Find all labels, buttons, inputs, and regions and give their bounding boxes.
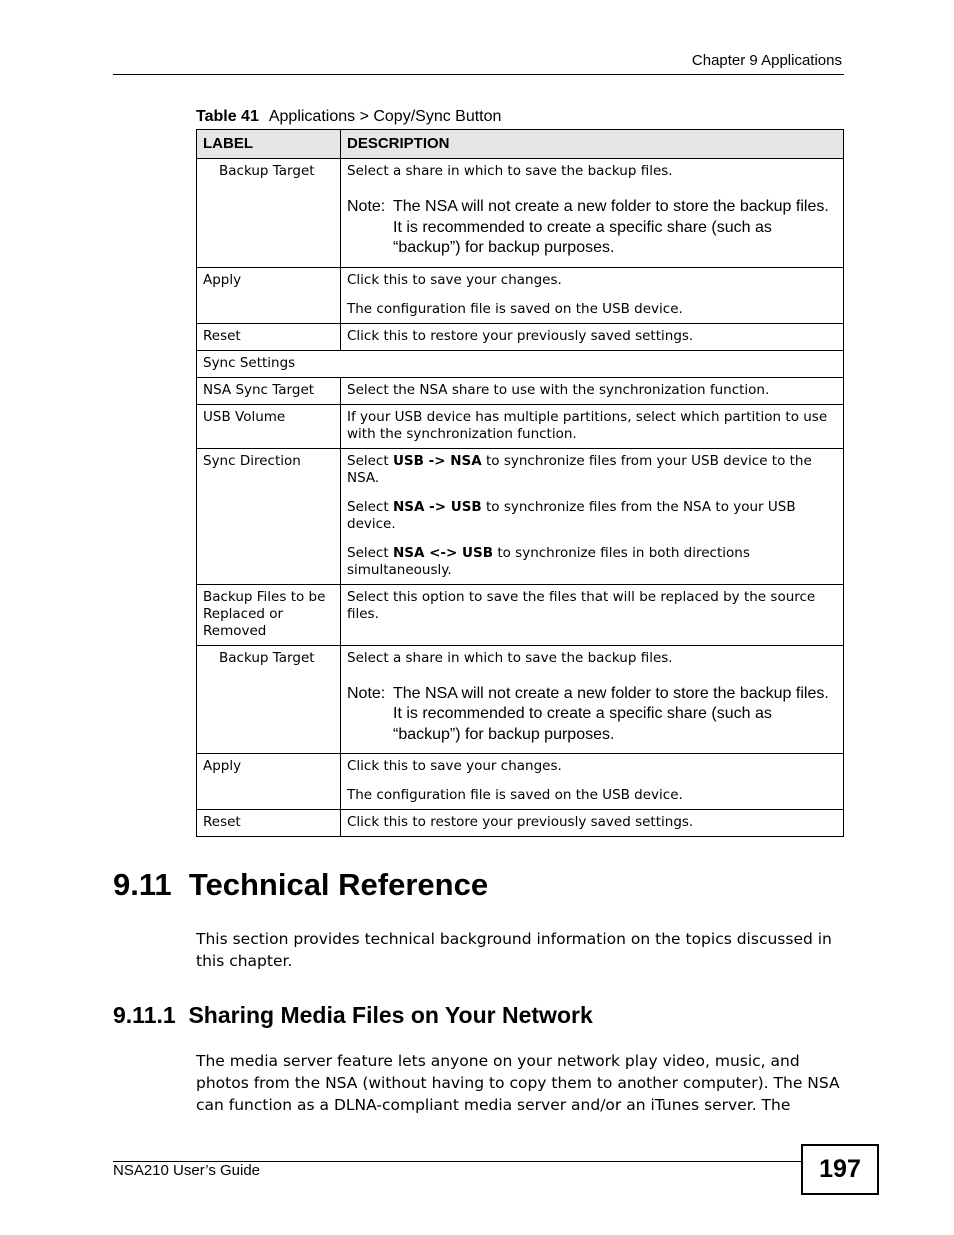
row-label: Backup Target <box>197 159 341 268</box>
description-text: The configuration file is saved on the USB device. <box>347 300 683 317</box>
section-label: Sync Settings <box>197 350 844 377</box>
table-row <box>197 754 844 810</box>
row-description: Click this to restore your previously saved settings. <box>341 323 844 350</box>
table-header-row <box>197 130 844 159</box>
table-caption <box>196 108 501 126</box>
row-description <box>341 645 844 754</box>
note-label: Note: <box>347 684 386 702</box>
page-number: 197 <box>801 1144 879 1195</box>
table-row <box>197 323 844 350</box>
description-text: Select NSA -> USB to synchronize files from the NSA to your USB device. <box>347 498 796 532</box>
table-section-row <box>197 350 844 377</box>
row-description: Click this to restore your previously saved settings. <box>341 810 844 837</box>
row-description: Select this option to save the files that will be replaced by the source files. <box>341 584 844 645</box>
note-text: The NSA will not create a new folder to store the backup files. It is recommended to create a specific share (such as “backup”) for backup purposes. <box>393 198 829 256</box>
header-divider <box>113 74 844 75</box>
subsection-heading: 9.11.1 Sharing Media Files on Your Network <box>113 1002 593 1028</box>
footer-guide-title: NSA210 User’s Guide <box>113 1162 261 1179</box>
subsection-paragraph: The media server feature lets anyone on your network play video, music, and photos from the NSA (without having to copy them to another computer). The NSA can function as a DLNA-compliant media server and/or an iTunes server. The <box>196 1052 840 1114</box>
table-row <box>197 267 844 323</box>
row-description: Select the NSA share to use with the synchronization function. <box>341 377 844 404</box>
description-text: The configuration file is saved on the USB device. <box>347 787 683 803</box>
section-heading: 9.11 Technical Reference <box>113 867 489 902</box>
table-row <box>197 159 844 268</box>
row-label: Backup Files to be Replaced or Removed <box>197 584 341 645</box>
row-description <box>341 448 844 584</box>
description-text: Select a share in which to save the backup files. <box>347 163 673 179</box>
description-text: Click this to save your changes. <box>347 758 562 774</box>
row-label: Sync Direction <box>197 448 341 584</box>
note-text: The NSA will not create a new folder to store the backup files. It is recommended to create a specific share (such as “backup”) for backup purposes. <box>393 684 829 743</box>
applications-copy-sync-table <box>196 129 844 837</box>
table-row <box>197 584 844 645</box>
row-label: Apply <box>197 267 341 323</box>
table-row <box>197 404 844 448</box>
note <box>347 684 837 746</box>
row-description <box>341 159 844 268</box>
table-row <box>197 448 844 584</box>
table-number: Table 41 <box>196 108 259 125</box>
section-intro-paragraph: This section provides technical background information on the topics discussed in this chapter. <box>196 930 832 970</box>
row-label: Backup Target <box>197 645 341 754</box>
description-text: Select USB -> NSA to synchronize files from your USB device to the NSA. <box>347 452 812 486</box>
note-label: Note: <box>347 198 386 215</box>
option-name: USB -> NSA <box>392 452 482 469</box>
column-header-label: LABEL <box>197 130 341 159</box>
option-name: NSA -> USB <box>392 498 482 515</box>
row-label: USB Volume <box>197 404 341 448</box>
row-label: NSA Sync Target <box>197 377 341 404</box>
row-label: Reset <box>197 810 341 837</box>
table-row <box>197 377 844 404</box>
row-description <box>341 267 844 323</box>
table-title: Applications > Copy/Sync Button <box>268 108 502 125</box>
running-header: Chapter 9 Applications <box>691 52 842 69</box>
description-text: Select NSA <-> USB to synchronize files in both directions simultaneously. <box>347 544 750 578</box>
row-description <box>341 754 844 810</box>
row-label: Apply <box>197 754 341 810</box>
table-row <box>197 645 844 754</box>
description-text: Click this to save your changes. <box>347 271 562 288</box>
note <box>347 197 837 259</box>
row-description: If your USB device has multiple partitions, select which partition to use with the synchronization function. <box>341 404 844 448</box>
table-row <box>197 810 844 837</box>
option-name: NSA <-> USB <box>392 544 494 561</box>
column-header-description: DESCRIPTION <box>341 130 844 159</box>
description-text: Select a share in which to save the backup files. <box>347 649 673 666</box>
row-label: Reset <box>197 323 341 350</box>
